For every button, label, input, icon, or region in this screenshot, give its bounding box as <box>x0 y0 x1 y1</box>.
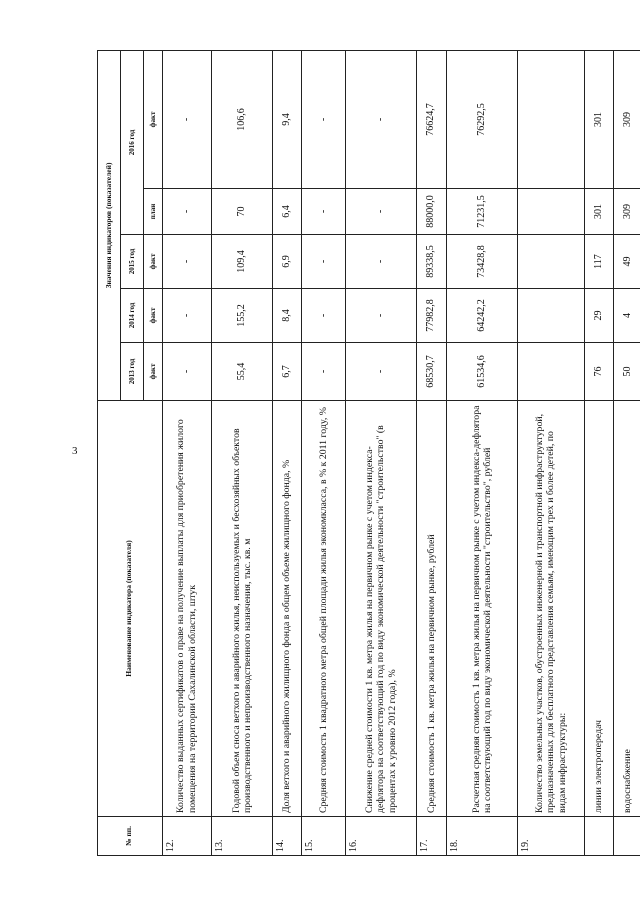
header-year-2016: 2016 год <box>121 50 143 234</box>
value-2014-fact: 29 <box>584 289 613 343</box>
value-2013-fact: 76 <box>584 343 613 401</box>
value-2014-fact: - <box>346 289 416 343</box>
value-2015-fact: 73428,8 <box>446 235 517 289</box>
value-2015-fact: 109,4 <box>211 235 272 289</box>
header-fact: факт <box>143 50 162 188</box>
table-row <box>584 50 613 855</box>
row-number <box>613 817 640 856</box>
value-2014-fact <box>518 289 585 343</box>
table-row <box>613 50 640 855</box>
value-2015-fact: - <box>162 235 211 289</box>
row-number: 15. <box>301 817 346 856</box>
header-fact: факт <box>143 235 162 289</box>
value-2013-fact: - <box>346 343 416 401</box>
table-row <box>416 50 446 855</box>
header-plan: план <box>143 189 162 235</box>
header-fact: факт <box>143 289 162 343</box>
value-2015-fact: - <box>301 235 346 289</box>
value-2013-fact: - <box>162 343 211 401</box>
value-2013-fact: - <box>301 343 346 401</box>
header-values: Значения индикаторов (показателей) <box>98 50 121 400</box>
value-2016-plan: - <box>301 189 346 235</box>
row-number: 19. <box>518 817 585 856</box>
header-year-2015: 2015 год <box>121 235 143 289</box>
value-2016-plan: - <box>162 189 211 235</box>
value-2016-fact: 106,6 <box>211 50 272 188</box>
rotated-table-container <box>97 51 640 856</box>
value-2016-plan: 88000,0 <box>416 189 446 235</box>
header-fact: факт <box>143 343 162 401</box>
table-row <box>211 50 272 855</box>
header-num: № пп. <box>98 817 163 856</box>
value-2015-fact <box>518 235 585 289</box>
value-2016-fact: - <box>162 50 211 188</box>
indicators-table <box>97 50 640 856</box>
indicator-name: Средняя стоимость 1 квадратного метра общей площади жилья экономкласса, в % к 2011 году, % <box>301 401 346 817</box>
row-number: 17. <box>416 817 446 856</box>
row-number: 12. <box>162 817 211 856</box>
indicator-name: Снижение средней стоимости 1 кв. метра жилья на первичном рынке с учетом индекса-дефлятора на соответствующий год по виду экономической деятельности "строительство" (в процентах к уровню 2012 года), % <box>346 401 416 817</box>
value-2013-fact: 55,4 <box>211 343 272 401</box>
indicator-name: линии электропередач <box>584 401 613 817</box>
value-2014-fact: 4 <box>613 289 640 343</box>
table-row <box>346 50 416 855</box>
row-number: 14. <box>272 817 301 856</box>
table-row <box>162 50 211 855</box>
value-2016-fact: 309 <box>613 50 640 188</box>
value-2016-fact: - <box>301 50 346 188</box>
indicator-name: Годовой объем сноса ветхого и аварийного жилья, неиспользуемых и бесхозяйных объектов производственного и непроизводственного назначения, тыс. кв. м <box>211 401 272 817</box>
header-name: Наименование индикатора (показателя) <box>98 401 163 817</box>
indicator-name: Средняя стоимость 1 кв. метра жилья на первичном рынке, рублей <box>416 401 446 817</box>
value-2016-plan: 71231,5 <box>446 189 517 235</box>
table-row <box>301 50 346 855</box>
indicator-name: Расчетная средняя стоимость 1 кв. метра жилья на первичном рынке с учетом индекса-дефлятора на соответствующий год по виду экономической деятельности "строительство", рублей <box>446 401 517 817</box>
value-2014-fact: 77982,8 <box>416 289 446 343</box>
value-2013-fact: 61534,6 <box>446 343 517 401</box>
value-2016-plan: 301 <box>584 189 613 235</box>
indicator-name: Количество выданных сертификатов о праве на получение выплаты для приобретения жилого помещения на территории Сахалинской области, штук <box>162 401 211 817</box>
value-2016-fact <box>518 50 585 188</box>
row-number: 16. <box>346 817 416 856</box>
value-2015-fact: - <box>346 235 416 289</box>
value-2014-fact: 155,2 <box>211 289 272 343</box>
row-number: 13. <box>211 817 272 856</box>
value-2016-fact: 301 <box>584 50 613 188</box>
header-year-2013: 2013 год <box>121 343 143 401</box>
indicator-name: Доля ветхого и аварийного жилищного фонда в общем объеме жилищного фонда, % <box>272 401 301 817</box>
value-2013-fact: 50 <box>613 343 640 401</box>
value-2014-fact: - <box>301 289 346 343</box>
value-2016-fact: 76624,7 <box>416 50 446 188</box>
value-2014-fact: 8,4 <box>272 289 301 343</box>
value-2016-fact: - <box>346 50 416 188</box>
value-2016-fact: 9,4 <box>272 50 301 188</box>
page-number: 3 <box>72 445 78 457</box>
table-row <box>446 50 517 855</box>
value-2014-fact: 64242,2 <box>446 289 517 343</box>
value-2016-plan: 70 <box>211 189 272 235</box>
row-number <box>584 817 613 856</box>
value-2015-fact: 49 <box>613 235 640 289</box>
value-2016-fact: 76292,5 <box>446 50 517 188</box>
value-2015-fact: 117 <box>584 235 613 289</box>
header-year-2014: 2014 год <box>121 289 143 343</box>
value-2016-plan <box>518 189 585 235</box>
indicator-name: Количество земельных участков, обустроенных инженерной и транспортной инфраструктурой, предназначенных для бесплатного представления семьям, имеющим трех и более детей, по видам инфраструктуры: <box>518 401 585 817</box>
table-row <box>272 50 301 855</box>
value-2016-plan: 309 <box>613 189 640 235</box>
value-2016-plan: - <box>346 189 416 235</box>
row-number: 18. <box>446 817 517 856</box>
indicator-name: водоснабжение <box>613 401 640 817</box>
value-2015-fact: 89338,5 <box>416 235 446 289</box>
value-2014-fact: - <box>162 289 211 343</box>
value-2016-plan: 6,4 <box>272 189 301 235</box>
table-row <box>518 50 585 855</box>
value-2015-fact: 6,9 <box>272 235 301 289</box>
value-2013-fact <box>518 343 585 401</box>
value-2013-fact: 68530,7 <box>416 343 446 401</box>
value-2013-fact: 6,7 <box>272 343 301 401</box>
